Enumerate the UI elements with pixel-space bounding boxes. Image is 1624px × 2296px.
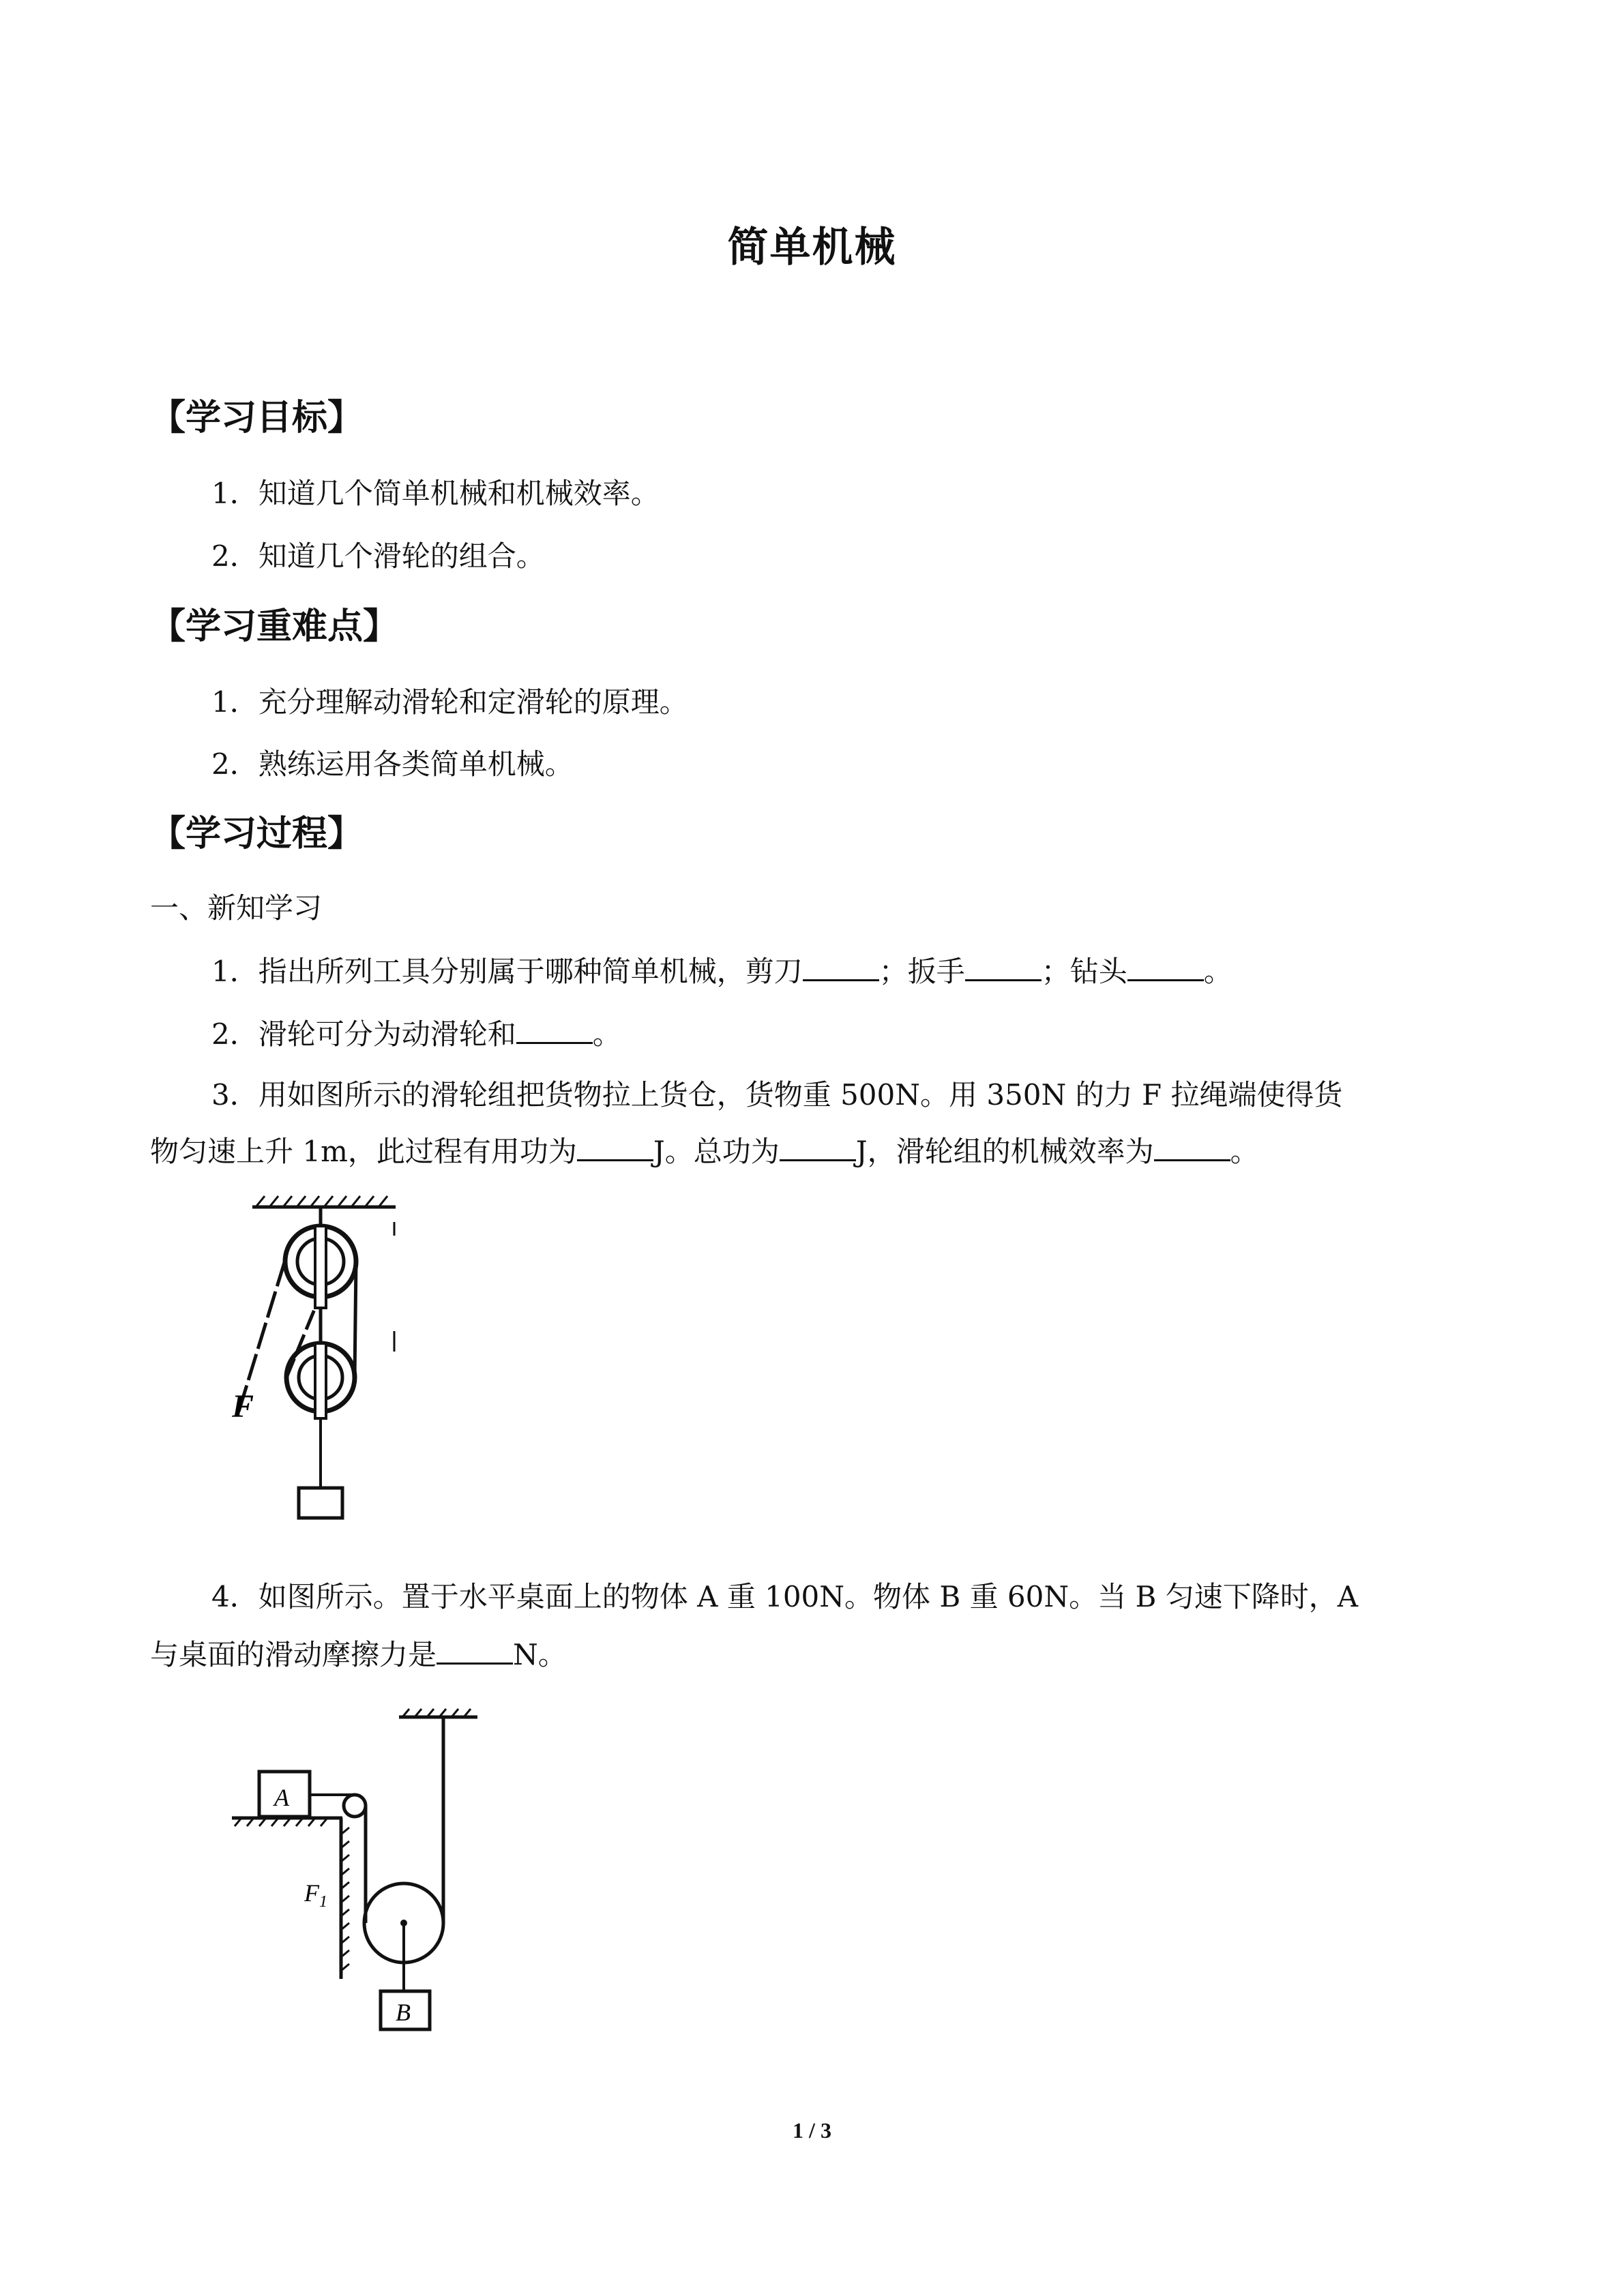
question-3-line-2 bbox=[150, 1132, 1259, 1171]
question-3-text: 。 bbox=[1230, 1135, 1259, 1168]
section-heading-key-points: 【学习重难点】 bbox=[150, 606, 399, 647]
question-4-line-1: 4．如图所示。置于水平桌面上的物体 A 重 100N。物体 B 重 60N。当 B 匀速下降时，A bbox=[211, 1580, 1359, 1613]
answer-blank[interactable] bbox=[1127, 952, 1204, 981]
question-2-text: 。 bbox=[592, 1017, 621, 1051]
question-4-line-2 bbox=[150, 1635, 567, 1674]
answer-blank[interactable] bbox=[1154, 1132, 1230, 1161]
block-b-label: B bbox=[396, 1999, 411, 2026]
answer-blank[interactable] bbox=[965, 952, 1042, 981]
question-3-text: J。总功为 bbox=[653, 1135, 780, 1168]
question-1 bbox=[211, 952, 1232, 991]
subheading-new-knowledge: 一、新知学习 bbox=[150, 891, 323, 925]
page-title: 简单机械 bbox=[727, 224, 897, 271]
answer-blank[interactable] bbox=[780, 1132, 856, 1161]
key-point-item-1: 1．充分理解动滑轮和定滑轮的原理。 bbox=[211, 685, 688, 719]
section-heading-process: 【学习过程】 bbox=[150, 814, 364, 854]
question-2-text: 2．滑轮可分为动滑轮和 bbox=[211, 1017, 516, 1051]
question-1-text: 1．指出所列工具分别属于哪种简单机械，剪刀 bbox=[211, 955, 803, 988]
answer-blank[interactable] bbox=[577, 1132, 653, 1161]
question-2 bbox=[211, 1015, 621, 1054]
question-1-text: 。 bbox=[1203, 955, 1232, 988]
objective-item-1: 1．知道几个简单机械和机械效率。 bbox=[211, 477, 660, 510]
force-label-f: F bbox=[232, 1388, 254, 1425]
objective-item-2: 2．知道几个滑轮的组合。 bbox=[211, 539, 545, 573]
answer-blank[interactable] bbox=[437, 1635, 513, 1665]
question-3-text: 物匀速上升 1m，此过程有用功为 bbox=[150, 1135, 577, 1168]
force-label-f1: $F_1$ bbox=[304, 1879, 327, 1911]
question-4-text: N。 bbox=[513, 1638, 567, 1671]
pulley-block-figure bbox=[218, 1180, 409, 1534]
question-4-text: 与桌面的滑动摩擦力是 bbox=[150, 1638, 437, 1671]
key-point-item-2: 2．熟练运用各类简单机械。 bbox=[211, 747, 574, 781]
block-a-label: A bbox=[274, 1784, 289, 1811]
table-pulley-figure bbox=[225, 1705, 498, 2039]
question-3-line-1: 3．用如图所示的滑轮组把货物拉上货仓，货物重 500N。用 350N 的力 F 拉绳端使得货 bbox=[211, 1078, 1343, 1112]
question-3-text: J，滑轮组的机械效率为 bbox=[855, 1135, 1154, 1168]
answer-blank[interactable] bbox=[803, 952, 879, 981]
question-1-text: ；钻头 bbox=[1041, 955, 1127, 988]
question-1-text: ；扳手 bbox=[879, 955, 965, 988]
section-heading-objectives: 【学习目标】 bbox=[150, 398, 364, 438]
answer-blank[interactable] bbox=[516, 1015, 593, 1044]
page-number: 1 / 3 bbox=[793, 2118, 831, 2143]
